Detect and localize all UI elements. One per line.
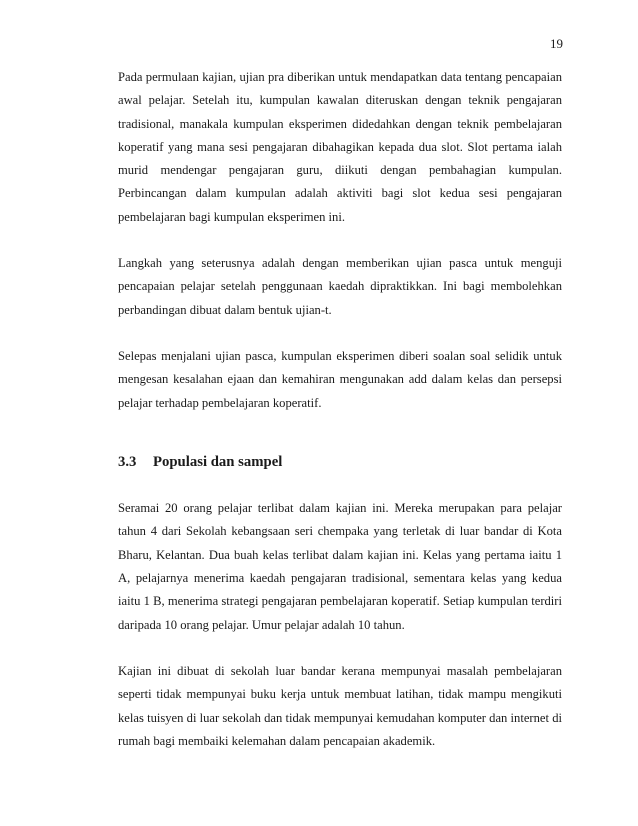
paragraph-questionnaire: Selepas menjalani ujian pasca, kumpulan eksperimen diberi soalan soal selidik untuk mengesan kesalahan ejaan dan kemahiran mengunakan add dalam kelas dan persepsi pelajar terhadap pembelajaran koperatif. (118, 348, 562, 410)
page-number: 19 (550, 36, 563, 51)
paragraph-population: Seramai 20 orang pelajar terlibat dalam kajian ini. Mereka merupakan para pelajar tahun 4 dari Sekolah kebangsaan seri chempaka yang terletak di luar bandar di Kota Bharu, Kelantan. Dua buah kelas terlibat dalam kajian ini. Kelas yang pertama iaitu 1 A, pelajarnya menerima kaedah pengajaran tradisional, sementara kelas yang kedua iaitu 1 B, menerima strategi pengajaran pembelajaran koperatif. Setiap kumpulan terdiri daripada 10 orang pelajar. Umur pelajar adalah 10 tahun. (118, 501, 562, 632)
paragraph-pre-test: Pada permulaan kajian, ujian pra diberikan untuk mendapatkan data tentang pencapaian awal pelajar. Setelah itu, kumpulan kawalan diteruskan dengan teknik pengajaran tradisional, manakala kumpulan eksperimen didedahkan dengan teknik pembelajaran koperatif yang mana sesi pengajaran dibahagikan kepada dua slot. Slot pertama ialah murid mendengar pengajaran guru, diikuti dengan pembahagian kumpulan. Perbincangan dalam kumpulan adalah aktiviti bagi slot kedua sesi pengajaran pembelajaran bagi kumpulan eksperimen ini. (118, 70, 562, 224)
section-title: Populasi dan sampel (153, 453, 283, 470)
paragraph-rural-school: Kajian ini dibuat di sekolah luar bandar kerana mempunyai masalah pembelajaran seperti tidak mempunyai buku kerja untuk membuat latihan, tidak mampu mengikuti kelas tuisyen di luar sekolah dan tidak mempunyai kemudahan komputer dan internet di rumah bagi membaiki kelemahan dalam pencapaian akademik. (118, 663, 562, 748)
document-body (118, 66, 562, 753)
section-number: 3.3 (118, 453, 137, 470)
paragraph-post-test: Langkah yang seterusnya adalah dengan memberikan ujian pasca untuk menguji pencapaian pelajar setelah penggunaan kaedah dipraktikkan. Ini bagi membolehkan perbandingan dibuat dalam bentuk ujian-t. (118, 256, 562, 317)
section-heading (118, 451, 562, 474)
